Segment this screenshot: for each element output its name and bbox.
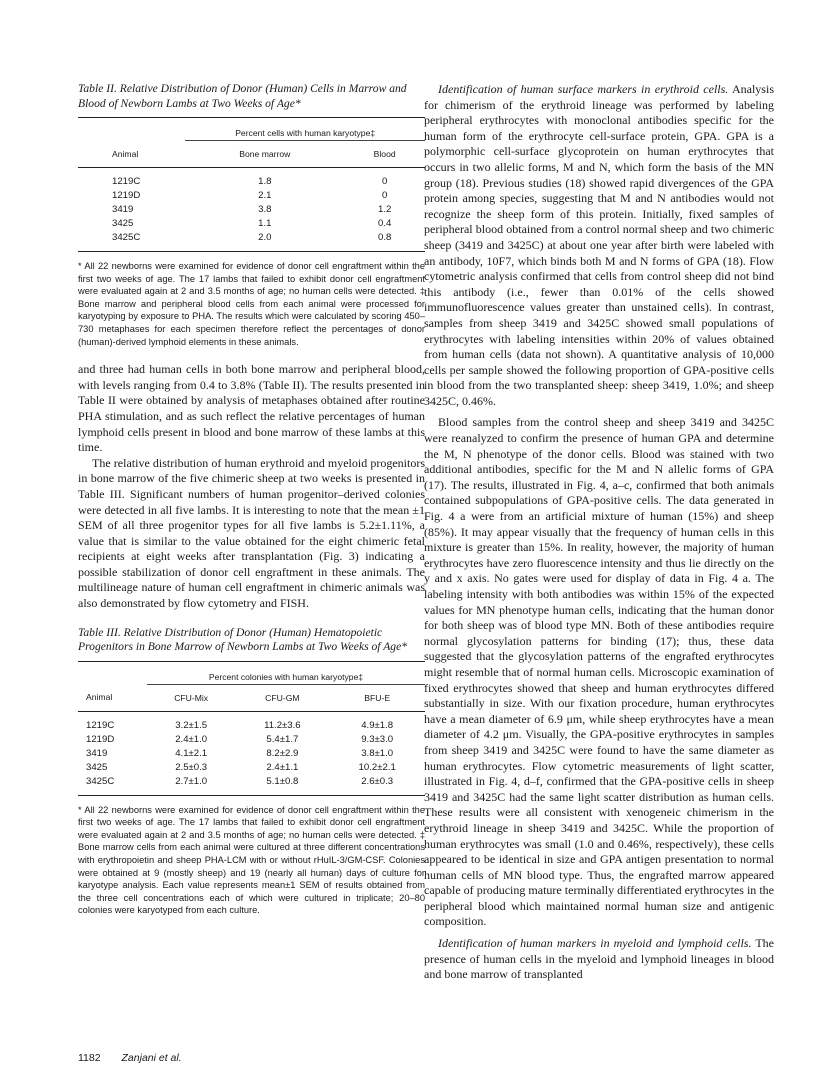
table2-footnote: * All 22 newborns were examined for evidence of donor cell engraftment within the first two weeks of age. The 17 lambs that failed to exhibit donor cell engraftment were evaluated again at 2 and 3.5 months of age; no human cells were detected. ‡ Bone marrow and peripheral blood cells from each animal were processed for karyotyping by exposure to PHA. The results which were calculated by scoring 450–730 metaphases for each specimen therefore reflect the percentages of donor (human)-derived lymphoid elements in these animals. <box>78 261 425 347</box>
table2-cell-blood: 1.2 <box>377 204 392 215</box>
body-paragraph: The relative distribution of human erythroid and myeloid progenitors in bone marrow of the five chimeric sheep at two weeks is presented in Table III. Significant numbers of human progenitor–derived colonies were detected in all five lambs. It is interesting to note that the mean ±1 SEM of all three progenitor types for all five lambs is 5.2±1.11%, a value that is similar to the value obtained for the eight chimeric fetal recipients at eight weeks after transplantation (Fig. 3) indicating a possible stabilization of donor cell engraftment in these animals. The multilineage nature of human cell engraftment in chimeric animals was also demonstrated by flow cytometry and FISH. <box>78 455 425 611</box>
table3-col-bfu-e: BFU-E <box>329 684 425 711</box>
table3-cell-cfu-gm: 11.2±3.6 <box>264 719 301 731</box>
table2-cell-animal: 3419 <box>112 204 134 215</box>
table3-cell-animal: 3419 <box>86 747 108 759</box>
table3 <box>78 661 425 796</box>
table3-col-cfu-gm: CFU-GM <box>235 684 329 711</box>
table3-cell-cfu-mix: 2.7±1.0 <box>147 774 235 795</box>
table-row <box>78 774 425 795</box>
body-paragraph <box>424 82 774 409</box>
table-row <box>78 746 425 760</box>
table3-col-cfu-mix: CFU-Mix <box>147 684 235 711</box>
table3-cell-animal: 1219C <box>86 719 115 731</box>
body-paragraph <box>424 936 774 983</box>
body-text: The presence of human cells in the myeloid and lymphoid lineages in blood and bone marrow of transplanted <box>424 936 774 982</box>
body-text: Analysis for chimerism of the erythroid lineage was performed by labeling peripheral erythrocytes with monoclonal antibodies specific for the human form of the erythrocyte cell-surface protein, GPA. GPA is a polymorphic cell-surface glycoprotein on human erythrocytes that occurs in two allelic forms, M and N, which form the basis of the MN group (18). Previous studies (18) showed rapid divergences of the GPA protein among species, suggesting that M and N antibodies would not recognize the sheep form of this protein. Initially, fixed samples of peripheral blood obtained from a control normal sheep and two chimeric sheep (3419 and 3425C) at about one year after birth were labeled with an antibody, 10F7, which binds both M and N forms of GPA (18). Flow cytometric analysis confirmed that cells from control sheep did not bind this antibody (i.e., fewer than 0.01% of the cells showed immunofluorescence values greater than unstained cells). In contrast, samples from sheep 3419 and 3425C showed small populations of erythrocytes with labeling intensities within 20% of values obtained from human cells (data not shown). A quantitative analysis of 10,000 cells per sample showed the following proportion of GPA-positive cells in blood from the two transplanted sheep: sheep 3419, 1.0%; and sheep 3425C, 0.46%. <box>424 82 774 408</box>
table-row <box>78 711 425 732</box>
table-row <box>78 203 425 217</box>
table2-caption: Table II. Relative Distribution of Donor (Human) Cells in Marrow and Blood of Newborn Lambs at Two Weeks of Age* <box>78 82 407 110</box>
table-row <box>78 760 425 774</box>
running-author: Zanjani et al. <box>121 1052 182 1064</box>
table3-caption: Table III. Relative Distribution of Donor (Human) Hematopoietic Progenitors in Bone Marrow of Newborn Lambs at Two Weeks of Age* <box>78 625 408 654</box>
table2 <box>78 117 425 252</box>
body-paragraph: Blood samples from the control sheep and sheep 3419 and 3425C were reanalyzed to confirm the presence of human GPA and determine the M, N phenotype of the donor cells. Blood was stained with two additional antibodies, specific for the M and N allelic forms of GPA (17). The results, illustrated in Fig. 4, a–c, confirmed that both animals contained subpopulations of GPA-positive cells. The data generated in Fig. 4 a were from an artificial mixture of human (15%) and sheep (85%). It may appear visually that the frequency of human cells in this mixture is greater than 15%. In reality, however, the majority of human erythrocytes have zero fluorescence intensity and thus lie directly on the y and x axis. No gates were used for display of data in Fig. 4 a. The labeling intensity with both antibodies was within 15% of the expected values for MN phenotype human cells, indicating that the human donor for both sheep was of blood type MN. Both of these antibodies require normal glycosylation patterns for binding (17); thus, these data suggested that the glycosylation patterns of the engrafted erythrocytes might resemble that of normal human cells. Microscopic examination of fixed erythrocytes showed that sheep and human erythrocytes differed substantially in size. With our fixation procedure, human erythrocytes have a mean diameter of 6.9 μm, while sheep erythrocytes have a mean diameter of 4.2 μm. Visually, the GPA-positive erythrocytes in samples from sheep 3419 and 3425C were found to have the same diameter as human erythrocytes. Flow cytometric measurements of light scatter, illustrated in Fig. 4, d–f, confirmed that the GPA-positive cells in sheep 3419 and 3425C had the same light scatter distribution as human cells. These results were all consistent with xenogeneic chimerism in the erythroid lineage in sheep 3419 and 3425C. While the proportion of human erythrocytes was small (1.0 and 0.46%, respectively), these cells appeared to be identical in size and GPA antigen presentation to normal human cells of MN blood type. Thus, the engrafted marrow appeared capable of producing mature terminally differentiated erythrocytes in the peripheral blood which maintained normal human size and antigenic composition. <box>424 415 774 929</box>
table-row <box>78 168 425 189</box>
table3-cell-bfu-e: 10.2±2.1 <box>358 761 396 773</box>
table2-cell-bone-marrow: 1.1 <box>258 218 272 229</box>
table3-cell-cfu-gm: 2.4±1.1 <box>266 761 299 773</box>
table2-cell-blood: 0 <box>381 176 388 187</box>
section-heading: Identification of human surface markers in erythroid cells. <box>438 82 729 96</box>
table3-cell-cfu-mix: 2.4±1.0 <box>175 733 208 745</box>
table3-cell-cfu-gm: 5.1±0.8 <box>235 774 329 795</box>
table3-span-header: Percent colonies with human karyotype‡ <box>147 661 425 684</box>
table2-cell-bone-marrow: 1.8 <box>258 176 272 187</box>
table3-cell-bfu-e: 9.3±3.0 <box>361 733 394 745</box>
page-number: 1182 <box>78 1052 101 1064</box>
table2-cell-animal: 3425 <box>112 218 134 229</box>
table-row <box>78 732 425 746</box>
table2-col-bone-marrow: Bone marrow <box>185 141 344 168</box>
table2-cell-blood: 0.4 <box>377 218 392 229</box>
table2-cell-bone-marrow: 2.1 <box>258 190 272 201</box>
table-row <box>78 231 425 252</box>
left-column <box>78 82 425 917</box>
table3-cell-cfu-mix: 4.1±2.1 <box>175 747 208 759</box>
table3-cell-cfu-mix: 2.5±0.3 <box>175 761 208 773</box>
right-column <box>424 82 774 983</box>
table3-cell-cfu-gm: 5.4±1.7 <box>266 733 299 745</box>
table2-cell-bone-marrow: 2.0 <box>185 231 344 252</box>
page-footer <box>78 1052 200 1064</box>
table3-cell-bfu-e: 4.9±1.8 <box>361 719 394 731</box>
table2-col-blood: Blood <box>344 141 425 168</box>
table3-cell-bfu-e: 3.8±1.0 <box>361 747 394 759</box>
table3-footnote: * All 22 newborns were examined for evidence of donor cell engraftment within the first two weeks of age. The 17 lambs that failed to exhibit donor cell engraftment were evaluated again at 2 and 3.5 months of age; no human cells were detected. ‡ Bone marrow cells from each animal were cultured at three different concentrations with erythropoietin and sheep PHA-LCM with or without rHuIL-3/GM-CSF. Colonies were obtained at 9 (mostly sheep) and 19 (nearly all human) days of culture for karyotype analysis. Each value represents mean±1 SEM of results obtained from the three cell concentrations each of which were cultured in triplicate; 20–80 colonies were karyotyped from each culture. <box>78 804 425 916</box>
table2-cell-blood: 0 <box>381 190 388 201</box>
table3-cell-animal: 1219D <box>86 733 115 745</box>
table2-span-header: Percent cells with human karyotype‡ <box>185 118 425 141</box>
table-row <box>78 217 425 231</box>
table2-cell-bone-marrow: 3.8 <box>258 204 272 215</box>
table3-cell-animal: 3425C <box>78 774 147 795</box>
table3-cell-animal: 3425 <box>86 761 108 773</box>
table3-cell-cfu-gm: 8.2±2.9 <box>266 747 299 759</box>
body-paragraph: and three had human cells in both bone marrow and peripheral blood, with levels ranging from 0.4 to 3.8% (Table II). The results presented in Table II were obtained by analysis of metaphases obtained after routine PHA stimulation, and as such reflect the relative percentages of human lymphoid cells present in blood and bone marrow of these lambs at this time. <box>78 362 425 455</box>
table3-cell-cfu-mix: 3.2±1.5 <box>175 719 208 731</box>
table-row <box>78 189 425 203</box>
table2-cell-blood: 0.8 <box>344 231 425 252</box>
table2-cell-animal: 3425C <box>78 231 185 252</box>
table3-cell-bfu-e: 2.6±0.3 <box>329 774 425 795</box>
table2-cell-animal: 1219D <box>112 190 141 201</box>
table2-col-animal: Animal <box>78 141 185 168</box>
table3-col-animal: Animal <box>78 684 147 711</box>
table2-cell-animal: 1219C <box>112 176 141 187</box>
section-heading: Identification of human markers in myeloid and lymphoid cells. <box>438 936 752 951</box>
